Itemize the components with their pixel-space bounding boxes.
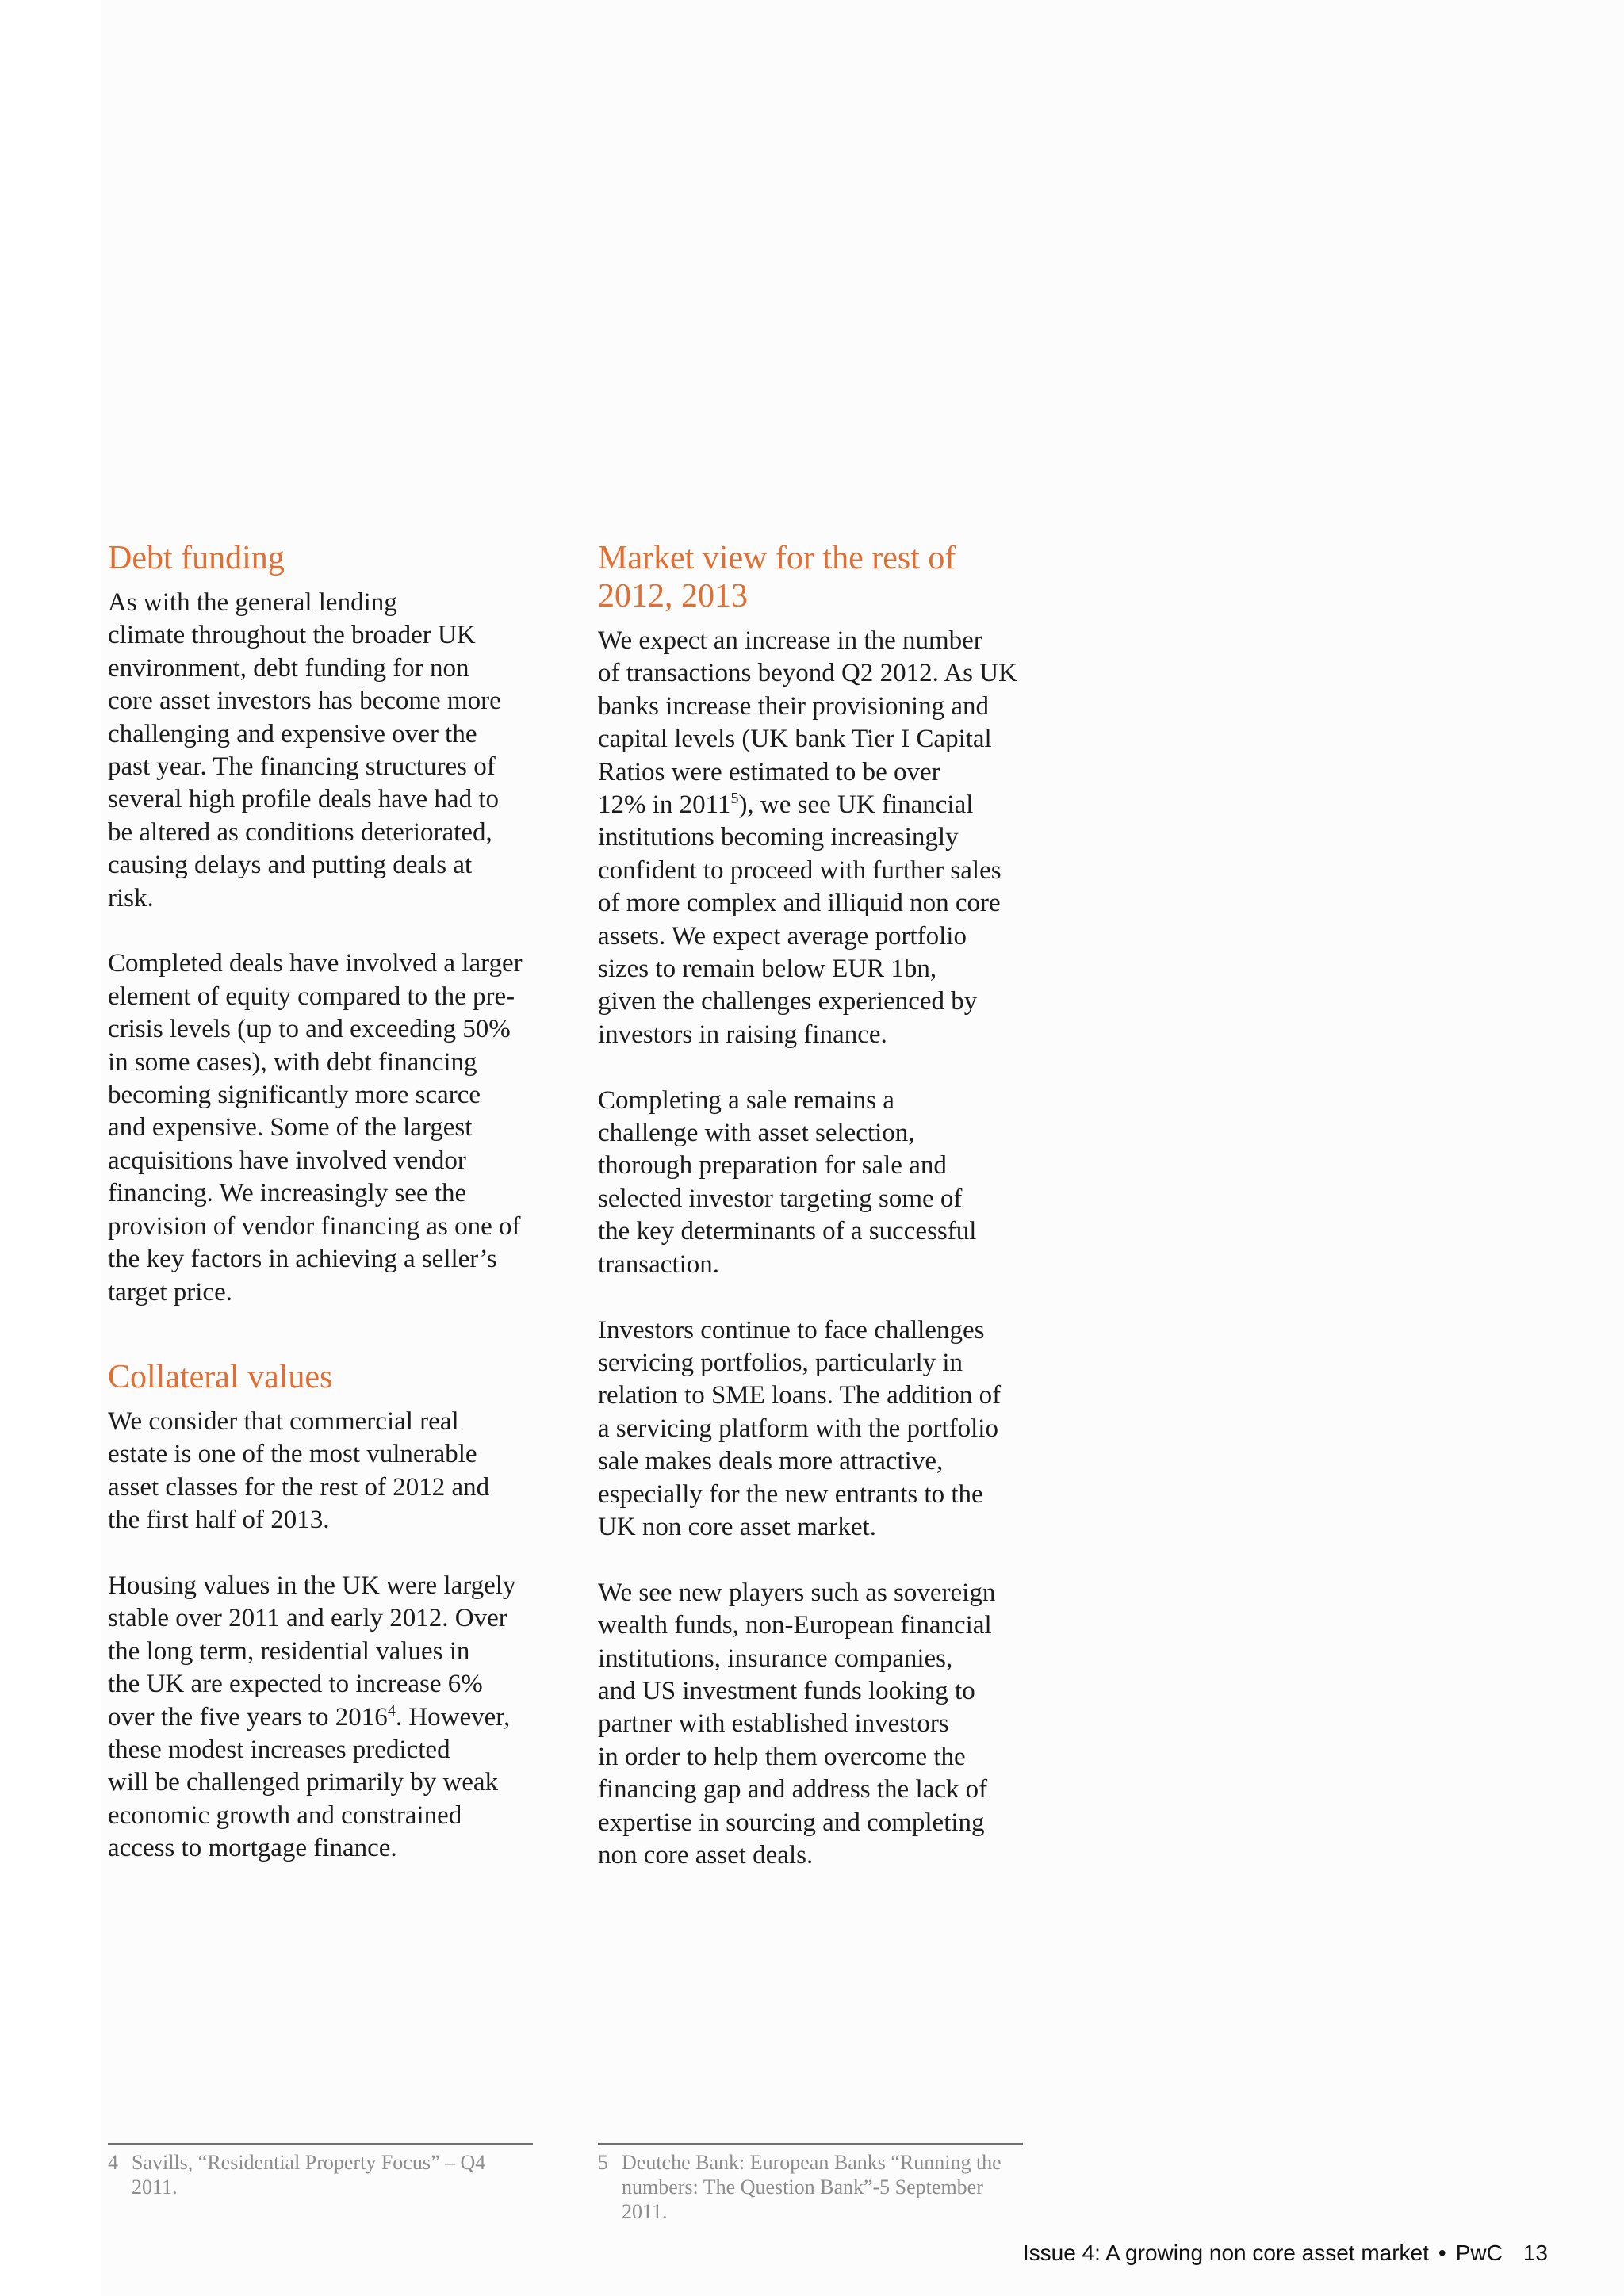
footnote-number: 5 <box>598 2151 608 2174</box>
footnote-number: 4 <box>108 2151 118 2174</box>
paragraph: We see new players such as sovereign wealth funds, non-European financial institutions, insurance companies, and US investment funds looking to partner with established investors in order to help them overcome the financing gap and address the lack of expertise in sourcing and completing non core asset deals. <box>598 1578 996 1869</box>
section-heading-collateral-values: Collateral values <box>108 1358 333 1395</box>
footnote-divider <box>108 2143 533 2145</box>
paragraph-text: Housing values in the UK were largely stable over 2011 and early 2012. Over the long term, residential values in the UK are expected to increase 6% over the five years to 2016 <box>108 1571 516 1732</box>
publication-title: Issue 4: A growing non core asset market <box>1022 2241 1429 2265</box>
separator-bullet: • <box>1438 2241 1446 2265</box>
paragraph-text: We expect an increase in the number of transactions beyond Q2 2012. As UK banks increase their provisioning and capital levels (UK bank Tier I Capital Ratios were estimated to be over 12% in 2011 <box>598 626 1017 820</box>
footnote-text: Savills, “Residential Property Focus” – Q4 2011. <box>132 2151 486 2198</box>
page-footer <box>1023 2241 1548 2266</box>
section-heading-debt-funding: Debt funding <box>108 540 285 576</box>
paragraph: Investors continue to face challenges servicing portfolios, particularly in relation to SME loans. The addition of a servicing platform with the portfolio sale makes deals more attractive, especially for the new entrants to the UK non core asset market. <box>598 1315 1002 1541</box>
paragraph-text: ), we see UK financial institutions becoming increasingly confident to proceed with further sales of more complex and illiquid non core assets. We expect average portfolio sizes to remain below EUR 1bn, given the challenges experienced by investors in raising finance. <box>598 790 1002 1049</box>
paragraph <box>598 625 1074 1051</box>
footnote-4 <box>108 2150 552 2199</box>
paragraph-text: . However, these modest increases predicted will be challenged primarily by weak economic growth and constrained access to mortgage finance. <box>108 1702 511 1863</box>
footnote-5 <box>598 2150 1058 2224</box>
paragraph: We consider that commercial real estate is one of the most vulnerable asset classes for the rest of 2012 and the first half of 2013. <box>108 1406 490 1535</box>
footnote-reference: 5 <box>730 790 739 808</box>
left-column <box>108 539 576 1866</box>
footnote-reference: 4 <box>387 1701 396 1720</box>
footnote-text: Deutche Bank: European Banks “Running the numbers: The Question Bank”-5 September 2011. <box>622 2151 1002 2223</box>
page-number: 13 <box>1522 2241 1548 2265</box>
paragraph: Completing a sale remains a challenge with asset selection, thorough preparation for sale and selected investor targeting some of the key determinants of a successful transaction. <box>598 1085 977 1279</box>
paragraph: Completed deals have involved a larger element of equity compared to the pre- crisis levels (up to and exceeding 50% in some cases), with debt financing becoming significantly more scarce and expensive. Some of the largest acquisitions have involved vendor financing. We increasingly see the provision of vendor financing as one of the key factors in achieving a seller’s target price. <box>108 949 523 1307</box>
right-column <box>598 539 1074 1872</box>
section-heading-market-view: Market view for the rest of 2012, 2013 <box>598 540 956 614</box>
paragraph: As with the general lending climate throughout the broader UK environment, debt funding for non core asset investors has become more challenging and expensive over the past year. The financing structures of several high profile deals have had to be altered as conditions deteriorated, causing delays and putting deals at risk. <box>108 588 501 913</box>
paragraph <box>108 1570 576 1866</box>
brand-name: PwC <box>1455 2241 1503 2265</box>
footnote-divider <box>598 2143 1023 2145</box>
